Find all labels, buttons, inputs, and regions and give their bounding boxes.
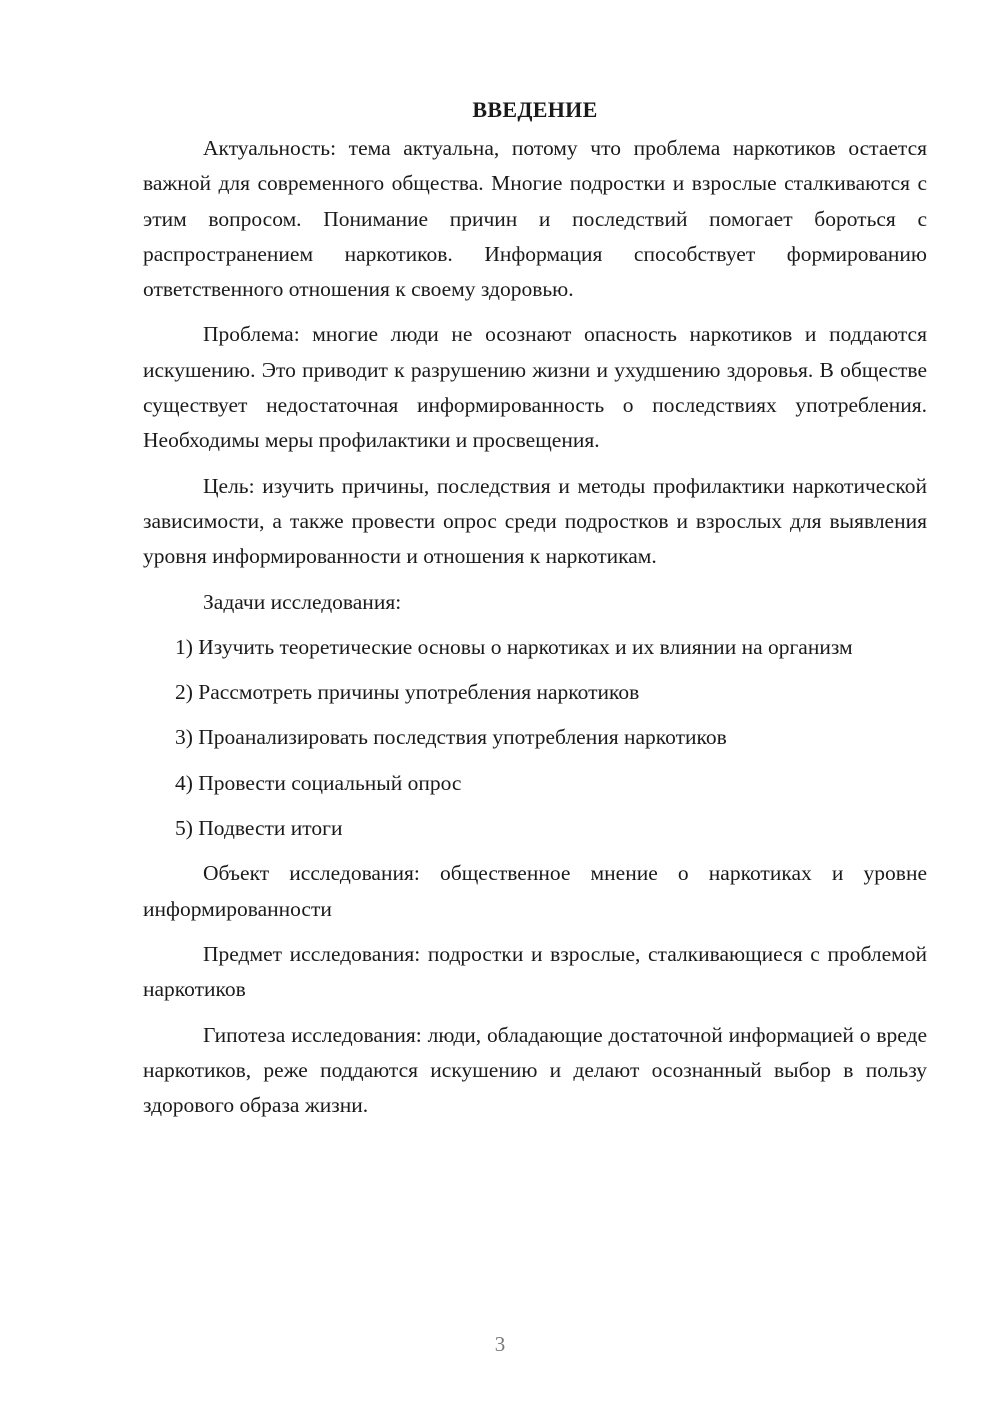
task-item: 3) Проанализировать последствия употребления наркотиков: [175, 725, 727, 750]
document-page: [143, 92, 927, 1133]
task-item: 2) Рассмотреть причины употребления наркотиков: [175, 680, 640, 705]
task-item: 4) Провести социальный опрос: [175, 770, 462, 795]
hypothesis-paragraph: Гипотеза исследования: люди, обладающие достаточной информацией о вреде наркотиков, реже поддаются искушению и делают осознанный выбор в пользу здорового образа жизни.: [143, 1022, 927, 1118]
relevance-paragraph: Актуальность: тема актуальна, потому что проблема наркотиков остается важной для современного общества. Многие подростки и взрослые сталкиваются с этим вопросом. Понимание причин и последствий помогает бороться с распространением наркотиков. Информация способствует формированию ответственного отношения к своему здоровью.: [143, 136, 927, 302]
tasks-heading: Задачи исследования:: [203, 589, 402, 614]
object-paragraph: Объект исследования: общественное мнение о наркотиках и уровне информированности: [143, 861, 927, 921]
problem-paragraph: Проблема: многие люди не осознают опасность наркотиков и поддаются искушению. Это приводит к разрушению жизни и ухудшению здоровья. В обществе существует недостаточная информированность о последствиях употребления. Необходимы меры профилактики и просвещения.: [143, 322, 927, 453]
goal-paragraph: Цель: изучить причины, последствия и методы профилактики наркотической зависимости, а также провести опрос среди подростков и взрослых для выявления уровня информированности и отношения к наркотикам.: [143, 473, 927, 569]
task-item: 1) Изучить теоретические основы о наркотиках и их влиянии на организм: [175, 634, 853, 659]
section-title: ВВЕДЕНИЕ: [472, 97, 598, 122]
page-number: 3: [494, 1332, 506, 1356]
subject-paragraph: Предмет исследования: подростки и взрослые, сталкивающиеся с проблемой наркотиков: [143, 941, 927, 1002]
task-item: 5) Подвести итоги: [175, 816, 343, 841]
